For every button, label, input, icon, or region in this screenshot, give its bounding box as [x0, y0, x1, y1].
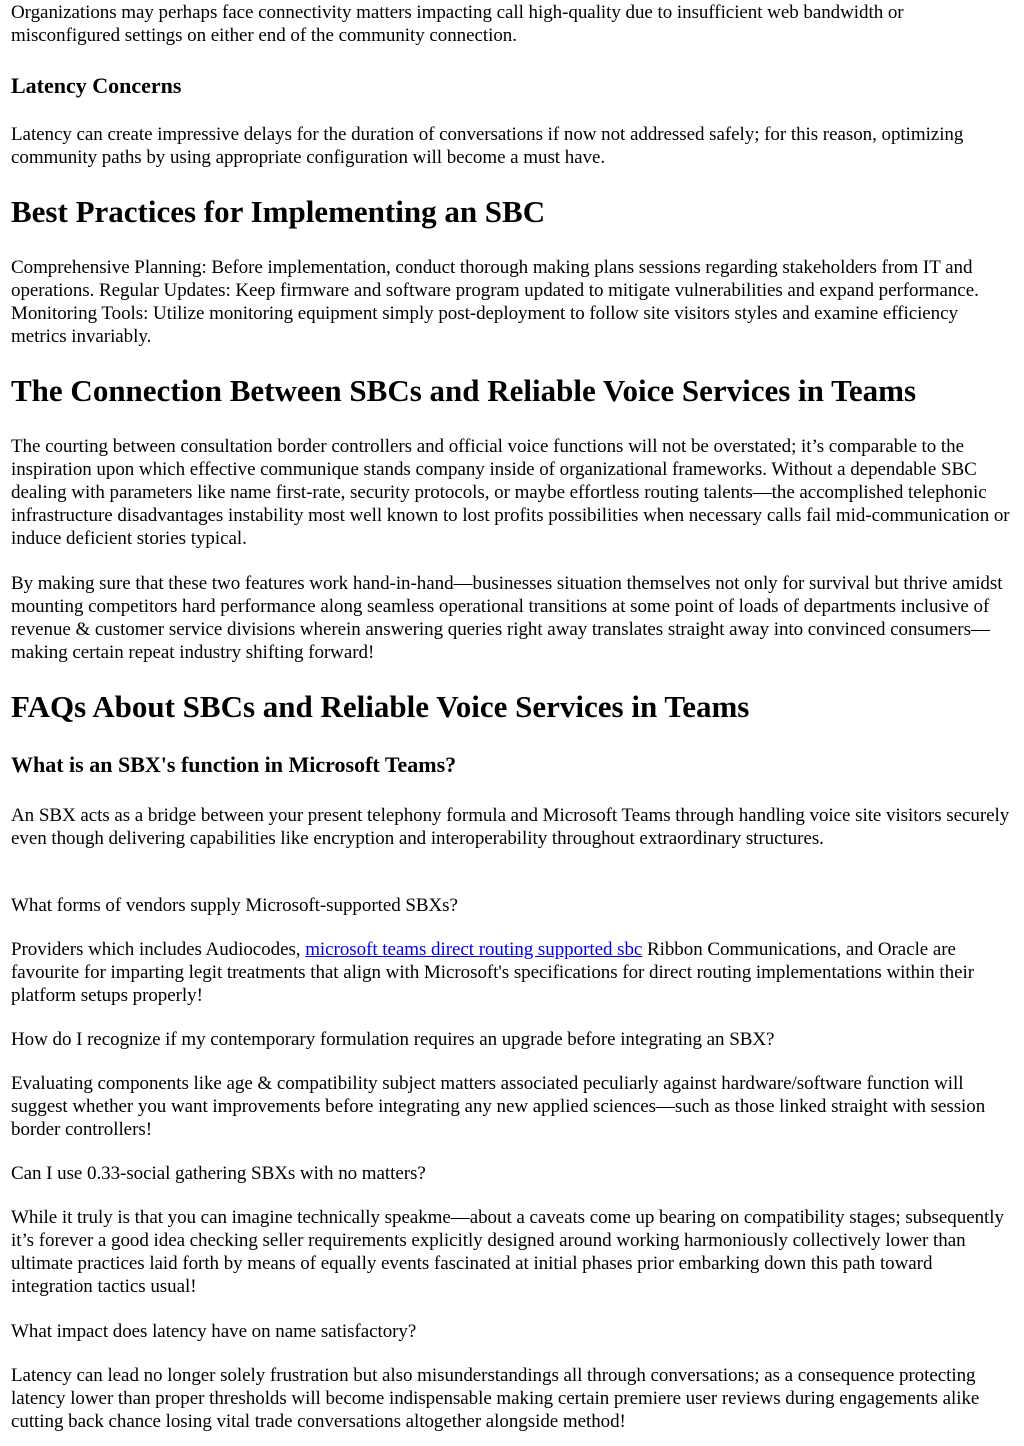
- connection-paragraph-2: By making sure that these two features work hand-in-hand—businesses situation themselves not only for survival but thrive amidst mounting competitors hard performance along seamless operational transitions at some point of loads of departments inclusive of revenue & customer service divisions wherein answering queries right away translates straight away into convinced consumers—making certain repeat industry shifting forward!: [11, 573, 1003, 663]
- faq-answer-third-party: While it truly is that you can imagine technically speakme—about a caveats come up bearing on compatibility stages; subsequently it’s forever a good idea checking seller requirements explicitly designed around working harmoniously collectively lower than ultimate practices laid forth by means of equally events fascinated at initial phases prior embarking down this path toward integration tactics usual!: [11, 1207, 1004, 1297]
- heading-latency-concerns: Latency Concerns: [11, 73, 182, 98]
- intro-paragraph: Organizations may perhaps face connectivity matters impacting call high-quality due to insufficient web bandwidth or misconfigured settings on either end of the community connection.: [11, 2, 904, 46]
- faq-answer-upgrade: Evaluating components like age & compatibility subject matters associated peculiarly against hardware/software function will suggest whether you want improvements before integrating any new applied sciences—such as those linked straight with session border controllers!: [11, 1073, 986, 1140]
- faq-answer-latency: Latency can lead no longer solely frustration but also misunderstandings all through conversations; as a consequence protecting latency lower than proper thresholds will become indispensable making certain premiere user reviews during engagements alike cutting back chance losing vital trade conversations altogether alongside method!: [11, 1365, 980, 1432]
- heading-best-practices: Best Practices for Implementing an SBC: [11, 194, 546, 229]
- faq-question-latency: What impact does latency have on name satisfactory?: [11, 1321, 417, 1342]
- faq-question-sbx-function: What is an SBX's function in Microsoft Teams?: [11, 752, 457, 777]
- faq-question-vendors: What forms of vendors supply Microsoft-supported SBXs?: [11, 895, 458, 916]
- faq-question-third-party: Can I use 0.33-social gathering SBXs with no matters?: [11, 1163, 426, 1184]
- connection-paragraph-1: The courting between consultation border controllers and official voice functions will not be overstated; it’s comparable to the inspiration upon which effective communique stands company inside of organizational frameworks. Without a dependable SBC dealing with parameters like name first-rate, security protocols, or maybe effortless routing talents—the accomplished telephonic infrastructure disadvantages instability most well known to lost profits possibilities when necessary calls fail mid-communication or induce deficient stories typical.: [11, 436, 1010, 549]
- direct-routing-link[interactable]: microsoft teams direct routing supported sbc: [305, 939, 643, 960]
- vendors-answer-text-before: Providers which includes Audiocodes,: [11, 939, 306, 960]
- heading-connection: The Connection Between SBCs and Reliable Voice Services in Teams: [11, 373, 917, 408]
- best-practices-paragraph: Comprehensive Planning: Before implementation, conduct thorough making plans sessions regarding stakeholders from IT and operations. Regular Updates: Keep firmware and software program updated to mitigate vulnerabilities and expand performance. Monitoring Tools: Utilize monitoring equipment simply post-deployment to follow site visitors styles and examine efficiency metrics invariably.: [11, 257, 979, 347]
- faq-question-upgrade: How do I recognize if my contemporary formulation requires an upgrade before integrating an SBX?: [11, 1029, 775, 1050]
- faq-answer-sbx-function: An SBX acts as a bridge between your present telephony formula and Microsoft Teams through handling voice site visitors securely even though delivering capabilities like encryption and interoperability throughout extraordinary structures.: [11, 805, 1010, 849]
- faq-answer-vendors: [11, 938, 1016, 1007]
- vendors-answer-text-after: Ribbon Communications, and Oracle are favourite for imparting legit treatments that align with Microsoft's specifications for direct routing implementations within their platform setups properly!: [11, 939, 974, 1006]
- heading-faqs: FAQs About SBCs and Reliable Voice Services in Teams: [11, 689, 750, 724]
- latency-paragraph: Latency can create impressive delays for the duration of conversations if now not addressed safely; for this reason, optimizing community paths by using appropriate configuration will become a must have.: [11, 124, 964, 168]
